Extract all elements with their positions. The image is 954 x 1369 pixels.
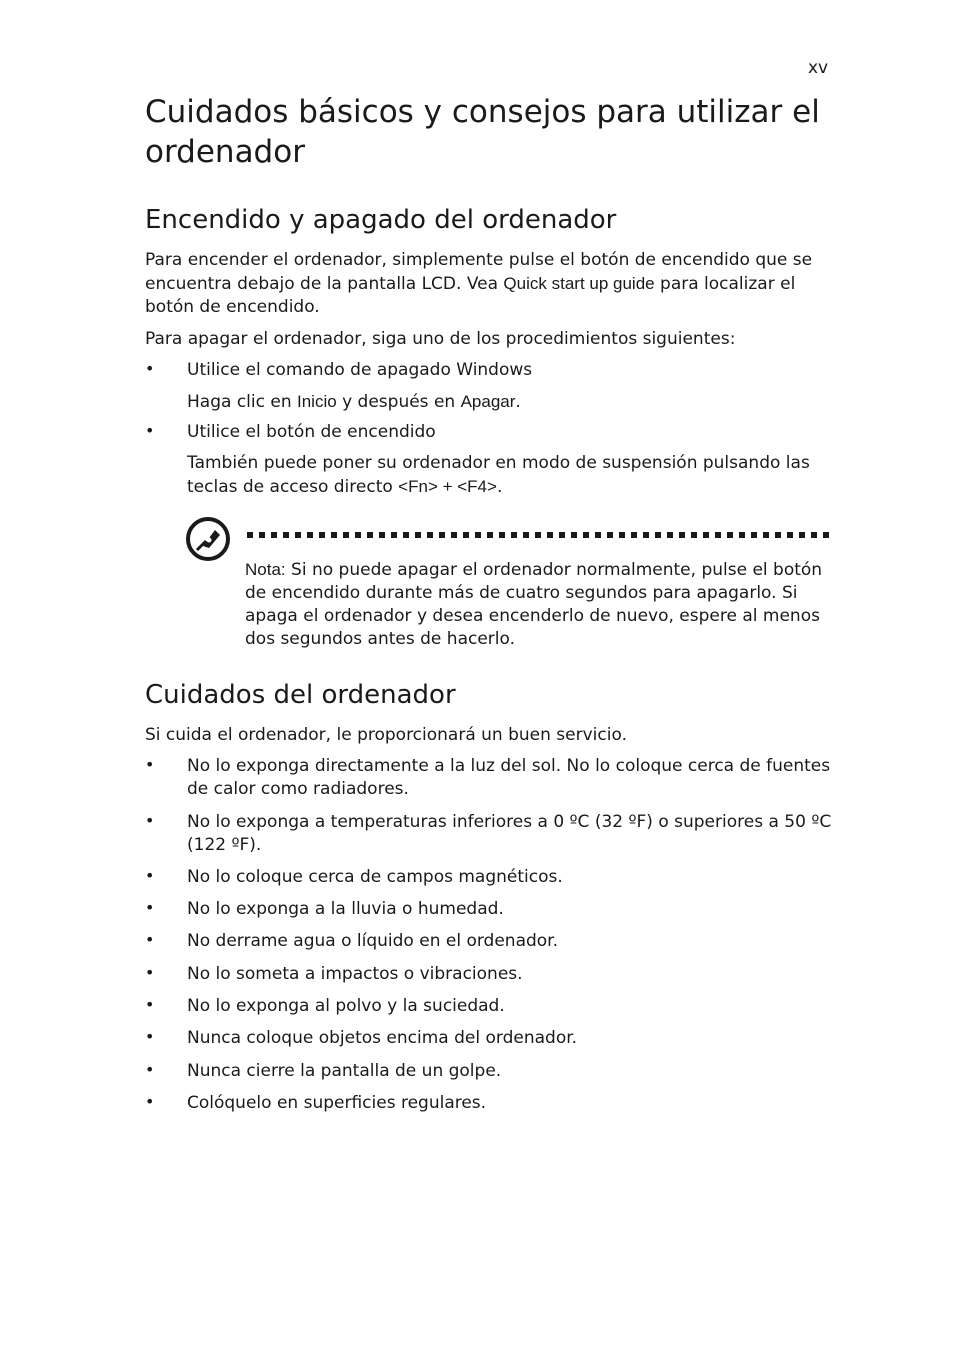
list-item: Nunca coloque objetos encima del ordenador. [187,1028,578,1048]
bullet-marker: • [145,930,155,949]
list-item: Colóquelo en superficies regulares. [187,1093,487,1113]
note-label: Nota: [245,560,286,579]
hotkey-reference: <Fn> + <F4> [398,477,497,496]
text: Para encender el ordenador, simplemente pulse el botón de encendido que se encuentra debajo de la pantalla LCD. Vea [145,250,813,294]
list-item: No derrame agua o líquido en el ordenador. [187,931,559,951]
note-text [245,558,835,651]
list-item: No lo exponga directamente a la luz del sol. No lo coloque cerca de fuentes de calor como radiadores. [187,756,831,799]
bullet-marker: • [145,963,155,982]
paragraph-power-on [145,249,835,319]
page-number: xv [808,58,829,78]
list-item: No lo exponga a temperaturas inferiores a 0 ºC (32 ºF) o superiores a 50 ºC (122 ºF). [187,812,832,855]
bullet-marker: • [145,755,155,774]
text: Haga clic en [187,392,297,412]
bullet-marker: • [145,1060,155,1079]
note-divider [247,532,831,538]
list-item: Nunca cierre la pantalla de un golpe. [187,1061,502,1081]
bullet-marker: • [145,811,155,830]
bullet-marker: • [145,866,155,885]
bullet-windows-shutdown-detail [187,390,835,414]
text: . [496,477,503,497]
list-item: No lo exponga al polvo y la suciedad. [187,996,505,1016]
page-title: Cuidados básicos y consejos para utilizar el ordenador [145,94,820,170]
section-heading-cuidados: Cuidados del ordenador [145,680,456,710]
paragraph-care-intro: Si cuida el ordenador, le proporcionará un buen servicio. [145,725,627,745]
bullet-windows-shutdown: Utilice el comando de apagado Windows [187,360,533,380]
text: y después en [336,392,461,412]
text: También puede poner su ordenador en modo de suspensión pulsando las teclas de acceso directo [187,453,810,497]
text: . [515,392,521,412]
apagar-reference: Apagar [460,392,516,411]
bullet-marker: • [145,898,155,917]
quick-start-guide-reference: Quick start up guide [503,274,655,293]
note-pen-icon [185,516,231,562]
bullet-power-button: Utilice el botón de encendido [187,422,436,442]
list-item: No lo exponga a la lluvia o humedad. [187,899,504,919]
list-item: No lo someta a impactos o vibraciones. [187,964,523,984]
bullet-marker: • [145,1092,155,1111]
bullet-marker: • [145,421,155,440]
inicio-reference: Inicio [297,392,337,411]
text: para localizar el botón de encendido. [145,274,796,317]
paragraph-power-off: Para apagar el ordenador, siga uno de los procedimientos siguientes: [145,329,736,349]
section-heading-encendido: Encendido y apagado del ordenador [145,205,617,235]
bullet-marker: • [145,995,155,1014]
note-body: Si no puede apagar el ordenador normalmente, pulse el botón de encendido durante más de cuatro segundos para apagarlo. Si apaga el ordenador y desea encenderlo de nuevo, espere al menos dos segundos antes de hacerlo. [245,560,823,649]
bullet-marker: • [145,359,155,378]
list-item: No lo coloque cerca de campos magnéticos. [187,867,563,887]
bullet-marker: • [145,1027,155,1046]
bullet-power-button-detail [187,452,835,499]
